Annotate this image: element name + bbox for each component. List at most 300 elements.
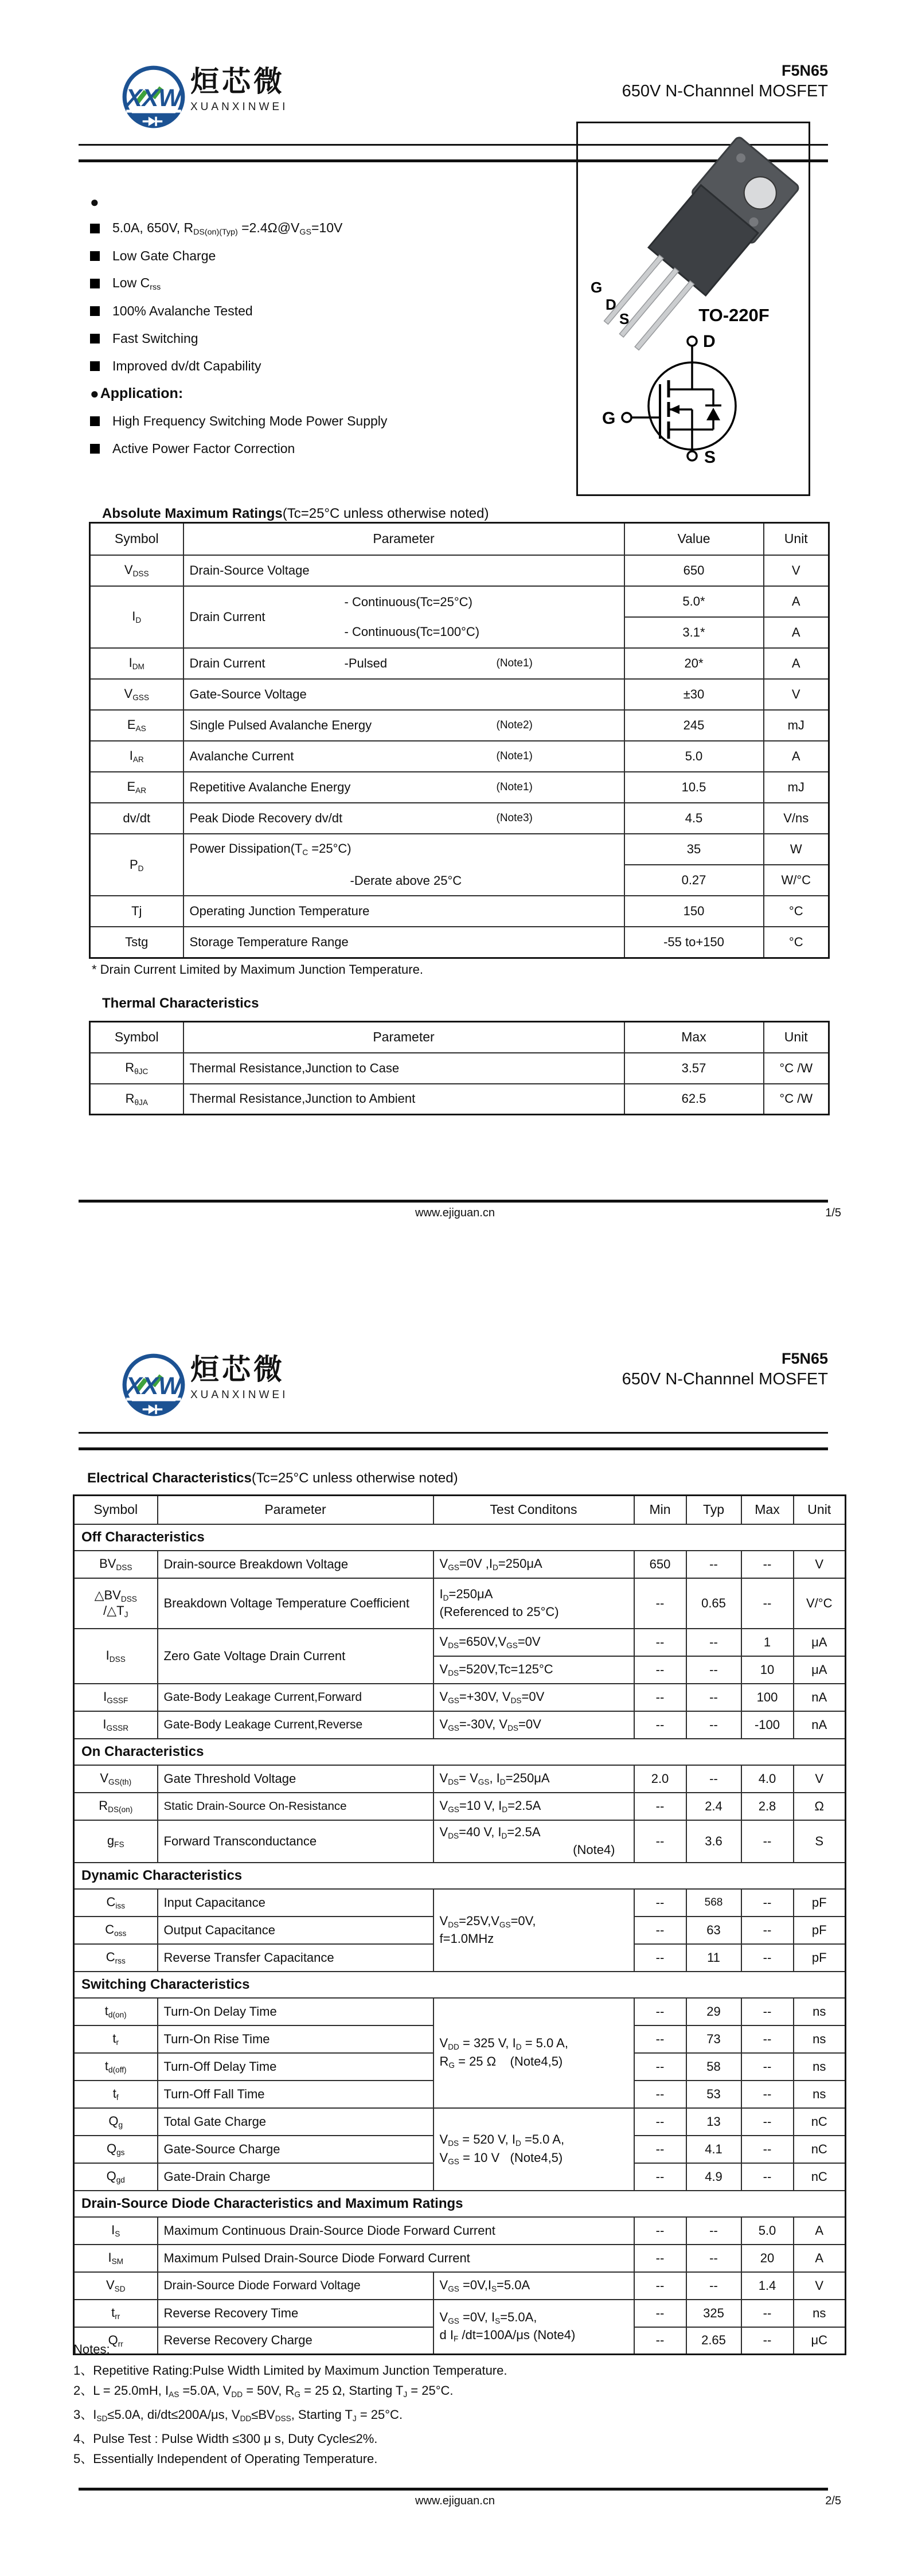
cond-text: $V_{DS}=40$ V, $I_D=2.5A$ — [439, 1825, 541, 1840]
param-cell: Zero Gate Voltage Drain Current — [158, 1629, 433, 1684]
max-cell: -- — [741, 2327, 794, 2355]
symbol-cell: dv/dt — [90, 803, 183, 834]
typ-cell: 325 — [686, 2300, 741, 2327]
symbol-cell: Tj — [90, 896, 183, 927]
section-header-row — [74, 1524, 846, 1551]
cond-cell: $V_{GS}=+30V$, $V_{DS}=0V$ — [433, 1684, 634, 1711]
unit-cell: V/ns — [764, 803, 829, 834]
table-row — [74, 1684, 846, 1711]
max-cell: -- — [741, 1944, 794, 1972]
column-header: Symbol — [74, 1496, 158, 1524]
typ-cell: 58 — [686, 2053, 741, 2081]
symbol-cell: $R_{\theta JA}$ — [90, 1084, 183, 1115]
column-header: Test Conditons — [433, 1496, 634, 1524]
symbol-cell: $g_{FS}$ — [74, 1820, 158, 1863]
max-cell: -- — [741, 2136, 794, 2163]
unit-cell: Ω — [794, 1793, 846, 1820]
symbol-cell: $t_r$ — [74, 2025, 158, 2053]
min-cell: -- — [634, 1820, 686, 1863]
table-row — [74, 1711, 846, 1739]
note-ref: (Note1) — [496, 780, 533, 793]
electrical-characteristics-table — [73, 1494, 846, 2355]
param-cell: Drain-Source Voltage — [183, 555, 624, 586]
unit-cell: nA — [794, 1684, 846, 1711]
value-cell: 650 — [624, 555, 764, 586]
brand-logo-icon — [122, 63, 186, 133]
footer-url: www.ejiguan.cn — [415, 2495, 495, 2507]
unit-cell: S — [794, 1820, 846, 1863]
table-row — [74, 1889, 846, 1917]
symbol-cell: $I_{AR}$ — [90, 741, 183, 772]
symbol-cell: $I_{SM}$ — [74, 2245, 158, 2272]
cond-cell: $V_{DS}= V_{GS}$, $I_D=250\mu A$ — [433, 1765, 634, 1793]
package-pin-label-s: S — [619, 310, 630, 327]
param-line: Power $Dissipation(T_C =25^\circ C)$ — [189, 841, 351, 857]
typ-cell: -- — [686, 1656, 741, 1684]
symbol-cell: $E_{AR}$ — [90, 772, 183, 803]
unit-cell: ns — [794, 2025, 846, 2053]
section-title: Dynamic Characteristics — [74, 1863, 846, 1889]
doc-subtitle: 650V N-Channnel MOSFET — [622, 1370, 828, 1388]
max-cell: 2.8 — [741, 1793, 794, 1820]
symbol-cell: $t_{d(on)}$ — [74, 1998, 158, 2025]
column-header: Symbol — [90, 1022, 183, 1053]
min-cell: -- — [634, 2053, 686, 2081]
typ-cell: -- — [686, 2217, 741, 2245]
param-cell: Static Drain-Source On-Resistance — [158, 1793, 433, 1820]
logo-monogram: XXW — [126, 84, 182, 112]
symbol-cell: $E_{AS}$ — [90, 710, 183, 741]
unit-cell: μA — [794, 1629, 846, 1656]
min-cell: 650 — [634, 1551, 686, 1578]
param-label: Peak Diode Recovery dv/dt — [189, 810, 343, 825]
header-rule-thick — [79, 1447, 828, 1450]
value-cell: -55 to+150 — [624, 927, 764, 958]
part-number: F5N65 — [781, 62, 828, 79]
symbol-cell: $I_{GSSF}$ — [74, 1684, 158, 1711]
param-cell — [183, 710, 624, 741]
package-pin-label-g: G — [591, 279, 603, 296]
max-cell: -- — [741, 2108, 794, 2136]
typ-cell: -- — [686, 1765, 741, 1793]
param-label: Repetitive Avalanche Energy — [189, 779, 351, 794]
cond-cell: $V_{DS}=520V,Tc=125^\circ C$ — [433, 1656, 634, 1684]
typ-cell: 11 — [686, 1944, 741, 1972]
feature-text: Improved dv/dt Capability — [112, 358, 261, 373]
symbol-cell: $V_{DSS}$ — [90, 555, 183, 586]
value-cell: 3.57 — [624, 1053, 764, 1084]
application-text: Active Power Factor Correction — [112, 440, 295, 456]
body-diode-triangle — [706, 408, 720, 420]
max-cell: -- — [741, 1917, 794, 1944]
param-cell: Breakdown Voltage Temperature Coefficient — [158, 1578, 433, 1629]
typ-cell: -- — [686, 1629, 741, 1656]
typ-cell: 2.4 — [686, 1793, 741, 1820]
min-cell: -- — [634, 1629, 686, 1656]
typ-cell: 0.65 — [686, 1578, 741, 1629]
note-ref: (Note4) — [573, 1843, 615, 1857]
value-cell: 150 — [624, 896, 764, 927]
unit-cell: ns — [794, 1998, 846, 2025]
note-item: 1、Repetitive Rating:Pulse Width Limited by Maximum Junction Temperature. — [73, 2363, 507, 2378]
table-row — [90, 772, 829, 803]
param-label: Avalanche Current — [189, 748, 294, 763]
feature-text: 100% Avalanche Tested — [112, 303, 253, 318]
symbol-cell: $I_{DM}$ — [90, 648, 183, 679]
symbol-cell: $I_{GSSR}$ — [74, 1711, 158, 1739]
min-cell: -- — [634, 2300, 686, 2327]
param-cell: Turn-Off Delay Time — [158, 2053, 433, 2081]
param-cell — [183, 586, 624, 648]
min-cell: -- — [634, 2163, 686, 2191]
unit-cell: V — [764, 679, 829, 710]
unit-cell: pF — [794, 1917, 846, 1944]
section-title: On Characteristics — [74, 1739, 846, 1765]
typ-cell: 63 — [686, 1917, 741, 1944]
min-cell: -- — [634, 1711, 686, 1739]
unit-cell: V/°C — [794, 1578, 846, 1629]
symbol-cell: $t_{d(off)}$ — [74, 2053, 158, 2081]
cond-cell: $V_{GS} =0V$, $I_S=5.0A$, d $I_F$ /dt=100A/μs (Note4) — [433, 2300, 634, 2355]
cond-cell: $V_{DS}=25V,V_{GS}=0V$, f=1.0MHz — [433, 1889, 634, 1972]
unit-cell: °C /W — [764, 1084, 829, 1115]
symbol-cell: $I_{DSS}$ — [74, 1629, 158, 1684]
table-row — [90, 741, 829, 772]
table-row — [90, 927, 829, 958]
feature-item — [90, 242, 566, 270]
column-header: Unit — [764, 1022, 829, 1053]
max-cell: 5.0 — [741, 2217, 794, 2245]
application-bullet-icon: ● — [90, 384, 99, 402]
feature-text: 5.0A, 650V, $R_{DS(on)(Typ)}$ $=2.4\Omega@V_{GS}=10V$ — [112, 220, 343, 237]
symbol-cell: $P_D$ — [90, 834, 183, 896]
typ-cell: -- — [686, 1684, 741, 1711]
column-header: Min — [634, 1496, 686, 1524]
param-cell — [183, 803, 624, 834]
unit-cell: A — [794, 2245, 846, 2272]
unit-cell: nC — [794, 2163, 846, 2191]
table-row — [90, 1084, 829, 1115]
min-cell: -- — [634, 2081, 686, 2108]
table-row — [74, 1793, 846, 1820]
param-label: Drain Current — [189, 655, 265, 670]
param-line: -Pulsed — [344, 655, 388, 670]
application-text: High Frequency Switching Mode Power Supply — [112, 413, 388, 428]
footer-url: www.ejiguan.cn — [415, 1207, 495, 1219]
table-row — [74, 2217, 846, 2245]
doc-title-block — [622, 61, 828, 102]
param-cell — [183, 741, 624, 772]
typ-cell: 568 — [686, 1889, 741, 1917]
package-diagram-box — [576, 122, 810, 496]
doc-title-block — [622, 1349, 828, 1390]
table-header-row — [90, 523, 829, 555]
typ-cell: 4.1 — [686, 2136, 741, 2163]
features-lead-bullet-icon: ● — [90, 193, 99, 210]
abs-max-title-suffix: (Tc=25°C unless otherwise noted) — [282, 506, 489, 521]
column-header: Max — [624, 1022, 764, 1053]
min-cell: -- — [634, 2025, 686, 2053]
symbol-cell: $C_{iss}$ — [74, 1889, 158, 1917]
page-2 — [0, 1288, 910, 2576]
param-cell: Thermal Resistance,Junction to Ambient — [183, 1084, 624, 1115]
unit-cell: mJ — [764, 772, 829, 803]
unit-cell: A — [764, 741, 829, 772]
min-cell: -- — [634, 2136, 686, 2163]
table-row — [90, 555, 829, 586]
thermal-table — [89, 1021, 830, 1115]
thermal-title — [102, 996, 259, 1012]
column-header: Typ — [686, 1496, 741, 1524]
param-cell: Turn-On Delay Time — [158, 1998, 433, 2025]
param-label: Drain Current — [189, 609, 265, 624]
param-cell: Reverse Transfer Capacitance — [158, 1944, 433, 1972]
param-label: Single Pulsed Avalanche Energy — [189, 717, 372, 732]
symbol-cell: $Q_g$ — [74, 2108, 158, 2136]
unit-cell: V — [794, 1765, 846, 1793]
cond-cell: $V_{GS}=0V$ $,I_D=250\mu A$ — [433, 1551, 634, 1578]
square-bullet-icon — [90, 416, 100, 426]
square-bullet-icon — [90, 279, 100, 288]
param-cell: Input Capacitance — [158, 1889, 433, 1917]
param-cell: Operating Junction Temperature — [183, 896, 624, 927]
max-cell: -- — [741, 1578, 794, 1629]
brand-name-cn: 烜芯微 — [190, 1353, 285, 1385]
typ-cell: 73 — [686, 2025, 741, 2053]
symbol-cell: $V_{SD}$ — [74, 2272, 158, 2300]
feature-item — [90, 297, 566, 325]
value-cell: ±30 — [624, 679, 764, 710]
note-ref: (Note2) — [496, 719, 533, 731]
note-item: 5、Essentially Independent of Operating Temperature. — [73, 2451, 378, 2466]
brand-name-cn: 烜芯微 — [190, 65, 285, 97]
symbol-cell: $t_{rr}$ — [74, 2300, 158, 2327]
max-cell: -- — [741, 2163, 794, 2191]
footer-rule — [79, 1200, 828, 1203]
column-header: Parameter — [158, 1496, 433, 1524]
param-cell: Gate-Body Leakage Current,Forward — [158, 1684, 433, 1711]
note-item: 3、$I_{SD}\le 5.0A$, di/dt≤200A/μs, $V_{DD}\le BV_{DSS}$, Starting $T_J = 25^\circ C$. — [73, 2407, 403, 2423]
column-header: Symbol — [90, 523, 183, 555]
param-cell — [183, 834, 624, 896]
table-row — [90, 834, 829, 865]
symbol-cell: $C_{rss}$ — [74, 1944, 158, 1972]
feature-text: Low Gate Charge — [112, 248, 216, 263]
param-line: -Derate above 25°C — [350, 873, 462, 888]
value-cell: 4.5 — [624, 803, 764, 834]
param-cell: Gate-Source Voltage — [183, 679, 624, 710]
table-row — [74, 1578, 846, 1629]
section-header-row — [74, 1972, 846, 1998]
package-name-label: TO-220F — [698, 305, 770, 325]
table-row — [90, 1053, 829, 1084]
application-item — [90, 407, 566, 435]
package-and-symbol-figure — [578, 123, 809, 494]
square-bullet-icon — [90, 444, 100, 454]
value-cell: 5.0* — [624, 586, 764, 617]
header-rule-thin — [79, 1432, 828, 1434]
unit-cell: V — [794, 2272, 846, 2300]
param-cell: Thermal Resistance,Junction to Case — [183, 1053, 624, 1084]
feature-text: Fast Switching — [112, 330, 198, 346]
unit-cell: °C — [764, 927, 829, 958]
min-cell: -- — [634, 1998, 686, 2025]
min-cell: -- — [634, 2245, 686, 2272]
max-cell: 20 — [741, 2245, 794, 2272]
max-cell: 10 — [741, 1656, 794, 1684]
min-cell: -- — [634, 2108, 686, 2136]
table-row — [74, 2108, 846, 2136]
unit-cell: W — [764, 834, 829, 865]
param-cell: Storage Temperature Range — [183, 927, 624, 958]
page-indicator: 2/5 — [825, 2495, 841, 2507]
param-cell: Drain-Source Diode Forward Voltage — [158, 2272, 433, 2300]
cond-cell: $V_{GS}=-30V$, $V_{DS}=0V$ — [433, 1711, 634, 1739]
to220f-package-drawing — [592, 136, 800, 362]
unit-cell: pF — [794, 1889, 846, 1917]
cond-cell: $V_{GS} =0V,I_S=5.0A$ — [433, 2272, 634, 2300]
symbol-cell: $Q_{gd}$ — [74, 2163, 158, 2191]
table-row — [90, 710, 829, 741]
brand-name-en: XUANXINWEI — [190, 1389, 288, 1401]
feature-item — [90, 325, 566, 352]
symbol-cell: $Q_{gs}$ — [74, 2136, 158, 2163]
typ-cell: 13 — [686, 2108, 741, 2136]
max-cell: -- — [741, 1551, 794, 1578]
unit-cell: V — [794, 1551, 846, 1578]
cond-cell: $V_{DS}=650V,V_{GS}=0V$ — [433, 1629, 634, 1656]
param-cell: Drain-source Breakdown Voltage — [158, 1551, 433, 1578]
abs-max-table — [89, 522, 830, 959]
table-row — [74, 1629, 846, 1656]
value-cell: 5.0 — [624, 741, 764, 772]
symbol-cell: $I_D$ — [90, 586, 183, 648]
note-ref: (Note3) — [496, 811, 533, 824]
typ-cell: 4.9 — [686, 2163, 741, 2191]
cond-cell: $V_{GS}=10$ V, $I_D=2.5A$ — [433, 1793, 634, 1820]
column-header: Max — [741, 1496, 794, 1524]
unit-cell: ns — [794, 2081, 846, 2108]
max-cell: -- — [741, 1998, 794, 2025]
param-line: - Continuous(Tc=25°C) — [344, 594, 472, 609]
brand-logo-icon — [122, 1351, 186, 1421]
max-cell: -- — [741, 2025, 794, 2053]
application-heading — [90, 380, 566, 407]
value-cell: 35 — [624, 834, 764, 865]
abs-max-footnote: * Drain Current Limited by Maximum Junction Temperature. — [92, 962, 423, 977]
unit-cell: W/°C — [764, 865, 829, 896]
column-header: Unit — [794, 1496, 846, 1524]
table-row — [90, 896, 829, 927]
param-cell: Maximum Pulsed Drain-Source Diode Forward Current — [158, 2245, 634, 2272]
symbol-cell: $\triangle BV_{DSS}$ $/\triangle T_J$ — [74, 1578, 158, 1629]
max-cell: 1.4 — [741, 2272, 794, 2300]
max-cell: 100 — [741, 1684, 794, 1711]
cond-cell: $I_D=250\mu A$ (Referenced to 25°C) — [433, 1578, 634, 1629]
symbol-cell: $V_{GSS}$ — [90, 679, 183, 710]
unit-cell: nA — [794, 1711, 846, 1739]
unit-cell: pF — [794, 1944, 846, 1972]
table-row — [74, 1551, 846, 1578]
typ-cell: 29 — [686, 1998, 741, 2025]
min-cell: -- — [634, 1684, 686, 1711]
param-cell: Turn-On Rise Time — [158, 2025, 433, 2053]
column-header: Value — [624, 523, 764, 555]
unit-cell: mJ — [764, 710, 829, 741]
doc-subtitle: 650V N-Channnel MOSFET — [622, 82, 828, 100]
feature-text: Low $C_{rss}$ — [112, 275, 161, 292]
table-row — [74, 1765, 846, 1793]
value-cell: 20* — [624, 648, 764, 679]
table-row — [74, 1820, 846, 1863]
min-cell: -- — [634, 1917, 686, 1944]
table-row — [74, 2272, 846, 2300]
abs-max-title — [102, 506, 489, 522]
feature-item — [90, 214, 566, 242]
typ-cell: 3.6 — [686, 1820, 741, 1863]
param-cell: Gate-Drain Charge — [158, 2163, 433, 2191]
value-cell: 245 — [624, 710, 764, 741]
thermal-title-text: Thermal Characteristics — [102, 996, 259, 1011]
section-header-row — [74, 2191, 846, 2217]
table-row — [90, 586, 829, 617]
symbol-cell: Tstg — [90, 927, 183, 958]
symbol-drain-label: D — [703, 332, 716, 351]
param-cell: Gate-Body Leakage Current,Reverse — [158, 1711, 433, 1739]
note-item: 2、L = 25.0mH, $I_{AS} =5.0A$, $V_{DD} = 50V$, $R_G = 25$ Ω, Starting $T_J = 25^\circ C$. — [73, 2383, 454, 2399]
symbol-source-label: S — [704, 448, 716, 467]
cond-cell: $V_{DD} = 325$ V, $I_D = 5.0$ A, $R_G = 25$ Ω (Note4,5) — [433, 1998, 634, 2108]
mosfet-symbol — [622, 337, 736, 460]
table-row — [74, 1998, 846, 2025]
param-cell: Reverse Recovery Time — [158, 2300, 433, 2327]
typ-cell: -- — [686, 1711, 741, 1739]
application-label: Application: — [100, 385, 183, 401]
max-cell: -- — [741, 2053, 794, 2081]
unit-cell: nC — [794, 2108, 846, 2136]
min-cell: -- — [634, 1656, 686, 1684]
max-cell: -- — [741, 2081, 794, 2108]
symbol-gate-label: G — [602, 409, 616, 428]
unit-cell: ns — [794, 2053, 846, 2081]
table-row — [74, 2245, 846, 2272]
symbol-cell: $R_{DS(on)}$ — [74, 1793, 158, 1820]
param-cell: Gate-Source Charge — [158, 2136, 433, 2163]
unit-cell: °C /W — [764, 1053, 829, 1084]
note-item: 4、Pulse Test : Pulse Width ≤300 μ s, Duty Cycle≤2%. — [73, 2431, 378, 2446]
unit-cell: A — [764, 648, 829, 679]
typ-cell: 53 — [686, 2081, 741, 2108]
typ-cell: -- — [686, 2272, 741, 2300]
elec-title — [87, 1470, 458, 1486]
elec-title-text: Electrical Characteristics — [87, 1470, 252, 1486]
param-cell: Turn-Off Fall Time — [158, 2081, 433, 2108]
param-cell: Gate Threshold Voltage — [158, 1765, 433, 1793]
symbol-cell: $I_S$ — [74, 2217, 158, 2245]
section-title: Switching Characteristics — [74, 1972, 846, 1998]
features-list — [90, 189, 566, 462]
unit-cell: A — [794, 2217, 846, 2245]
square-bullet-icon — [90, 224, 100, 233]
min-cell: -- — [634, 2217, 686, 2245]
column-header: Parameter — [183, 523, 624, 555]
max-cell: 4.0 — [741, 1765, 794, 1793]
value-cell: 10.5 — [624, 772, 764, 803]
min-cell: -- — [634, 2327, 686, 2355]
brand-block — [190, 1352, 288, 1402]
param-cell: Forward Transconductance — [158, 1820, 433, 1863]
unit-cell: °C — [764, 896, 829, 927]
